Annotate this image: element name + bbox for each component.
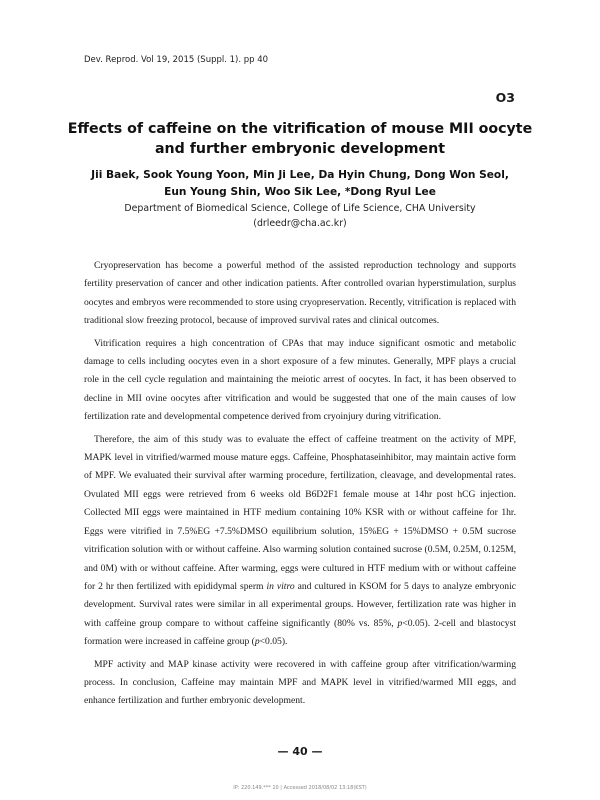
paragraph-1: Cryopreservation has become a powerful method of the assisted reproduction technology and supports fertility preservation of cancer and other indication patients. After controlled ovarian hyperstimulation, surplus oocytes and embryos were recommended to store using cryopreservation. Recently, vitrification is replaced with traditional slow freezing protocol, because of improved survival rates and clinical outcomes. (84, 260, 516, 327)
author-line-1: Jii Baek, Sook Young Yoon, Min Ji Lee, Da Hyin Chung, Dong Won Seol, (91, 169, 509, 181)
affiliation-block (60, 201, 540, 231)
italic-p-value-1: p (397, 617, 403, 629)
paragraph-3 (84, 431, 516, 652)
access-watermark: IP: 220.149.*** 10 | Accessed 2018/08/02 13:18(KST) (233, 785, 367, 791)
abstract-body (84, 257, 516, 715)
email: (drleedr@cha.ac.kr) (253, 218, 347, 229)
italic-in-vitro: in vitro (266, 580, 295, 592)
author-line-2: Eun Young Shin, Woo Sik Lee, *Dong Ryul Lee (164, 186, 436, 198)
paper-title: Effects of caffeine on the vitrification of mouse MII oocyte and further embryonic development (67, 121, 533, 157)
paragraph-4: MPF activity and MAP kinase activity were recovered in with caffeine group after vitrification/warming process. In conclusion, Caffeine may maintain MPF and MAPK level in vitrified/warmed MII eggs, and enhance fertilization and further embryonic development. (84, 658, 516, 707)
paragraph-3-part-b: and cultured in KSOM for 5 days to analyze embryonic development. Survival rates were similar in all experimental groups. However, fertilization rate was higher in with caffeine group compare to without caffeine significantly (80% vs. 85%, (84, 580, 517, 629)
paragraph-3-part-a: Therefore, the aim of this study was to evaluate the effect of caffeine treatment on the activity of MPF, MAPK level in vitrified/warmed mouse mature eggs. Caffeine, Phosphataseinhibitor, may maintain active form of MPF. We evaluated their survival after warming procedure, fertilization, cleavage, and developmental rates. Ovulated MII eggs were retrieved from 6 weeks old B6D2F1 female mouse at 14hr post hCG injection. Collected MII eggs were maintained in HTF medium containing 10% KSR with or without caffeine for 1hr. Eggs were vitrified in 7.5%EG +7.5%DMSO equilibrium solution, 15%EG + 15%DMSO + 0.5M sucrose vitrification solution with or without caffeine. Also warming solution contained sucrose (0.5M, 0.25M, 0.125M, and 0M) with or without caffeine. After warming, eggs were cultured in HTF medium with or without caffeine for 2 hr then fertilized with epididymal sperm (84, 433, 516, 592)
affiliation: Department of Biomedical Science, College of Life Science, CHA University (124, 203, 476, 214)
paragraph-3-part-d: <0.05). (259, 636, 288, 648)
paragraph-2: Vitrification requires a high concentration of CPAs that may induce significant osmotic and metabolic damage to cells including oocytes even in a short exposure of a few minutes. Generally, MPF plays a crucial role in the cell cycle regulation and maintaining the meiotic arrest of oocytes. In fact, it has been observed to decline in MII ovine oocytes after vitrification and would be suggested that one of the main causes of low fertilization rate and developmental competence derived from cryoinjury during vitrification. (84, 337, 516, 423)
italic-p-value-2: p (254, 636, 260, 648)
paragraph-3-part-c: <0.05). 2-cell and blastocyst formation were increased in caffeine group ( (84, 617, 516, 648)
abstract-number: O3 (495, 90, 515, 105)
page-number: — 40 — (277, 745, 323, 758)
journal-reference: Dev. Reprod. Vol 19, 2015 (Suppl. 1). pp 40 (84, 55, 269, 65)
author-list (60, 167, 540, 201)
